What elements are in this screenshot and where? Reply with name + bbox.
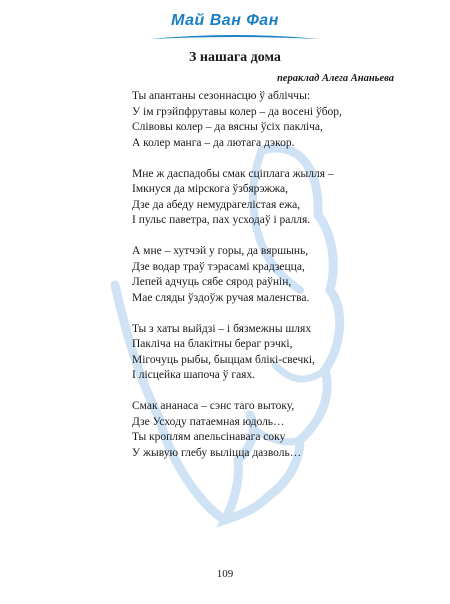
poem-line: А мне – хутчэй у горы, да вяршынь, [132, 245, 309, 257]
poem-line: Ты апантаны сезоннасцю ў абліччы: [132, 90, 311, 102]
poem-line: У жывую глебу выліцца дазволь… [132, 446, 302, 459]
poem-line: Ты з хаты выйдзі – і бязмежны шлях [132, 322, 312, 335]
stanza [132, 167, 432, 229]
poem-line: Пакліча на блакітны бераг рэчкі, [132, 338, 293, 350]
poem-body [132, 89, 432, 477]
poem-line: Слівовы колер – да вясны ўсіх пакліча, [132, 121, 323, 133]
header-rule [150, 33, 320, 41]
poem-line: І лісцейка шапоча ў гаях. [132, 369, 256, 381]
translator-credit: пераклад Алега Ананьева [276, 73, 394, 84]
poem-line: Смак ананаса – сэнс таго вытоку, [132, 400, 295, 412]
stanza [132, 399, 432, 461]
stanza [132, 244, 432, 306]
poem-line: А колер манга – да лютага дэкор. [132, 136, 295, 149]
poem-line: І пульс паветра, пах усходаў і ралля. [132, 214, 311, 226]
stanza [132, 322, 432, 384]
poem-line: Ты кроплям апельсінавага соку [132, 431, 286, 443]
poem-line: У ім грэйпфрутавы колер – да восені ўбор, [132, 105, 342, 118]
poem-line: Мне ж даспадобы смак сціплага жылля – [132, 167, 334, 180]
poem-line: Дзе да абеду немудрагелістая ежа, [132, 198, 301, 211]
poem-line: Мігочуць рыбы, быццам блікі-свечкі, [132, 353, 315, 366]
poem-line: Мае сляды ўздоўж ручая маленства. [132, 291, 310, 304]
stanza [132, 89, 432, 151]
poem-title: З нашага дома [189, 50, 281, 65]
poem-line: Імкнуся да мірскога ўзбярэжжа, [132, 183, 289, 195]
page-number: 109 [216, 568, 234, 580]
poem-line: Дзе Усходу патаемная юдоль… [132, 415, 285, 428]
header-title: Май Ван Фан [171, 12, 279, 29]
poem-line: Дзе водар траў тэрасамі крадзецца, [132, 260, 305, 273]
poem-line: Лепей адчуць сябе сярод раўнін, [132, 276, 292, 288]
